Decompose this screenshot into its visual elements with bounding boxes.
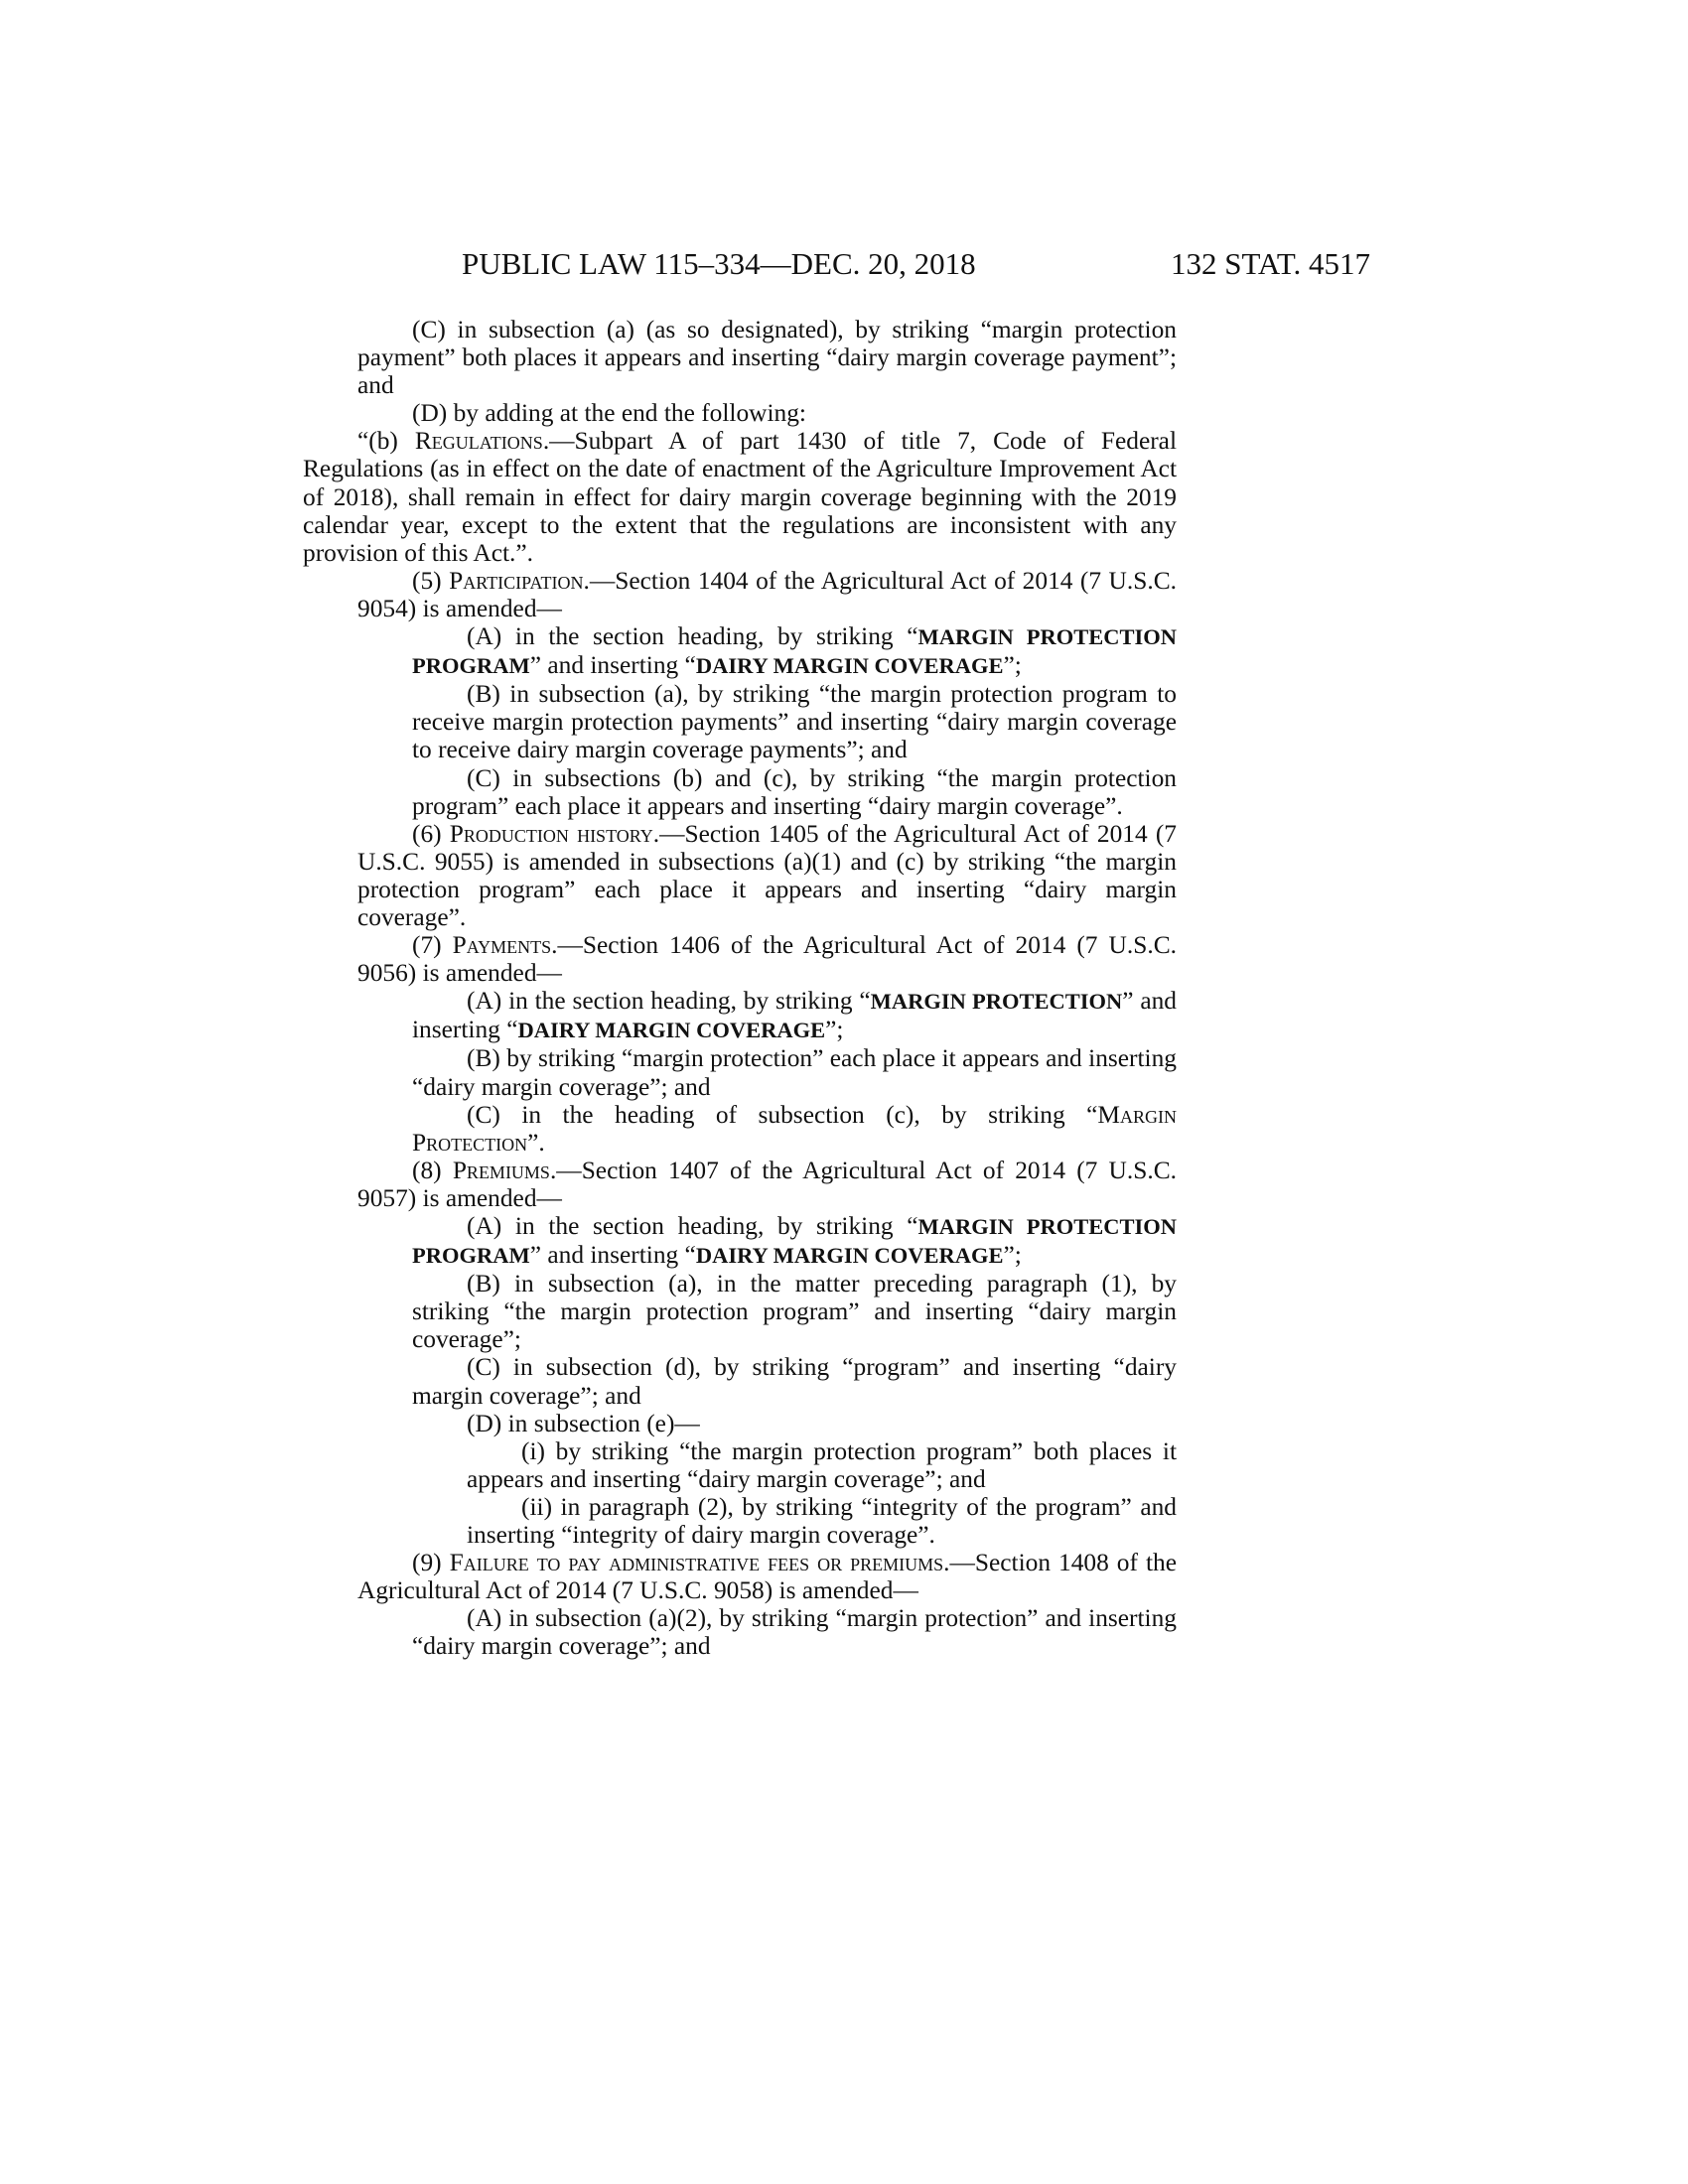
paragraph-8d-subsection-e: (D) in subsection (e)— (467, 1409, 700, 1437)
paragraph-8a-section-heading: (A) in the section heading, by striking “MARGIN PROTECTION PROGRAM” and inserting “DAIRY MARGIN COVERAGE”; (412, 1212, 1177, 1270)
statutes-page-number: 132 STAT. 4517 (1170, 246, 1370, 281)
paragraph-7a-section-heading: (A) in the section heading, by striking “MARGIN PROTECTION” and inserting “DAIRY MARGIN COVERAGE”; (412, 987, 1177, 1044)
paragraph-9a-subsection-a2: (A) in subsection (a)(2), by striking “margin protection” and inserting “dairy margin coverage”; and (412, 1604, 1177, 1661)
paragraph-8-premiums: (8) Premiums.—Section 1407 of the Agricultural Act of 2014 (7 U.S.C. 9057) is amended— (357, 1156, 1177, 1212)
heading-regulations: Regulations (414, 427, 543, 456)
paragraph-7b-striking: (B) by striking “margin protection” each place it appears and inserting “dairy margin coverage”; and (412, 1044, 1177, 1101)
paragraph-8c-subsection-d: (C) in subsection (d), by striking “program” and inserting “dairy margin coverage”; and (412, 1353, 1177, 1410)
heading-participation: Participation (449, 566, 584, 595)
public-law-citation: PUBLIC LAW 115–334—DEC. 20, 2018 (462, 246, 976, 281)
paragraph-8d-i: (i) by striking “the margin protection program” both places it appears and inserting “dairy margin coverage”; and (467, 1436, 1177, 1493)
paragraph-c-subsection-a: (C) in subsection (a) (as so designated), by striking “margin protection payment” both places it appears and inserting “dairy margin coverage payment”; and (357, 316, 1177, 400)
heading-payments: Payments (452, 931, 552, 960)
paragraph-7-payments: (7) Payments.—Section 1406 of the Agricultural Act of 2014 (7 U.S.C. 9056) is amended— (357, 931, 1177, 988)
paragraph-5b-subsection-a: (B) in subsection (a), by striking “the margin protection program to receive margin protection payments” and inserting “dairy margin coverage to receive dairy margin coverage payments”; and (412, 680, 1177, 764)
paragraph-5c-subsections-b-c: (C) in subsections (b) and (c), by striking “the margin protection program” each place it appears and inserting “dairy margin coverage”. (412, 763, 1177, 820)
document-body (303, 316, 1177, 1661)
page-header (303, 246, 1370, 290)
heading-premiums: Premiums (452, 1156, 550, 1184)
paragraph-7c-heading-subsection-c: (C) in the heading of subsection (c), by striking “Margin Protection”. (412, 1100, 1177, 1157)
heading-failure-to-pay: Failure to pay administrative fees or premiums (449, 1549, 944, 1577)
paragraph-d-adding: (D) by adding at the end the following: (412, 399, 806, 428)
paragraph-9-failure-to-pay: (9) Failure to pay administrative fees or premiums.—Section 1408 of the Agricultural Act of 2014 (7 U.S.C. 9058) is amended— (357, 1549, 1177, 1605)
paragraph-5-participation: (5) Participation.—Section 1404 of the Agricultural Act of 2014 (7 U.S.C. 9054) is amended— (357, 566, 1177, 622)
paragraph-5a-section-heading: (A) in the section heading, by striking “MARGIN PROTECTION PROGRAM” and inserting “DAIRY MARGIN COVERAGE”; (412, 622, 1177, 680)
paragraph-6-production-history: (6) Production history.—Section 1405 of the Agricultural Act of 2014 (7 U.S.C. 9055) is amended in subsections (a)(1) and (c) by striking “the margin protection program” each place it appears and inserting “dairy margin coverage”. (357, 819, 1177, 931)
paragraph-8d-ii: (ii) in paragraph (2), by striking “integrity of the program” and inserting “integrity of dairy margin coverage”. (467, 1492, 1177, 1550)
paragraph-b-regulations: “(b) Regulations.—Subpart A of part 1430 of title 7, Code of Federal Regulations (as in effect on the date of enactment of the Agriculture Improvement Act of 2018), shall remain in effect for dairy margin coverage beginning with the 2019 calendar year, except to the extent that the regulations are inconsistent with any provision of this Act.”. (303, 427, 1177, 567)
paragraph-8b-subsection-a: (B) in subsection (a), in the matter preceding paragraph (1), by striking “the margin protection program” and inserting “dairy margin coverage”; (412, 1270, 1177, 1354)
heading-production-history: Production history (449, 819, 653, 848)
